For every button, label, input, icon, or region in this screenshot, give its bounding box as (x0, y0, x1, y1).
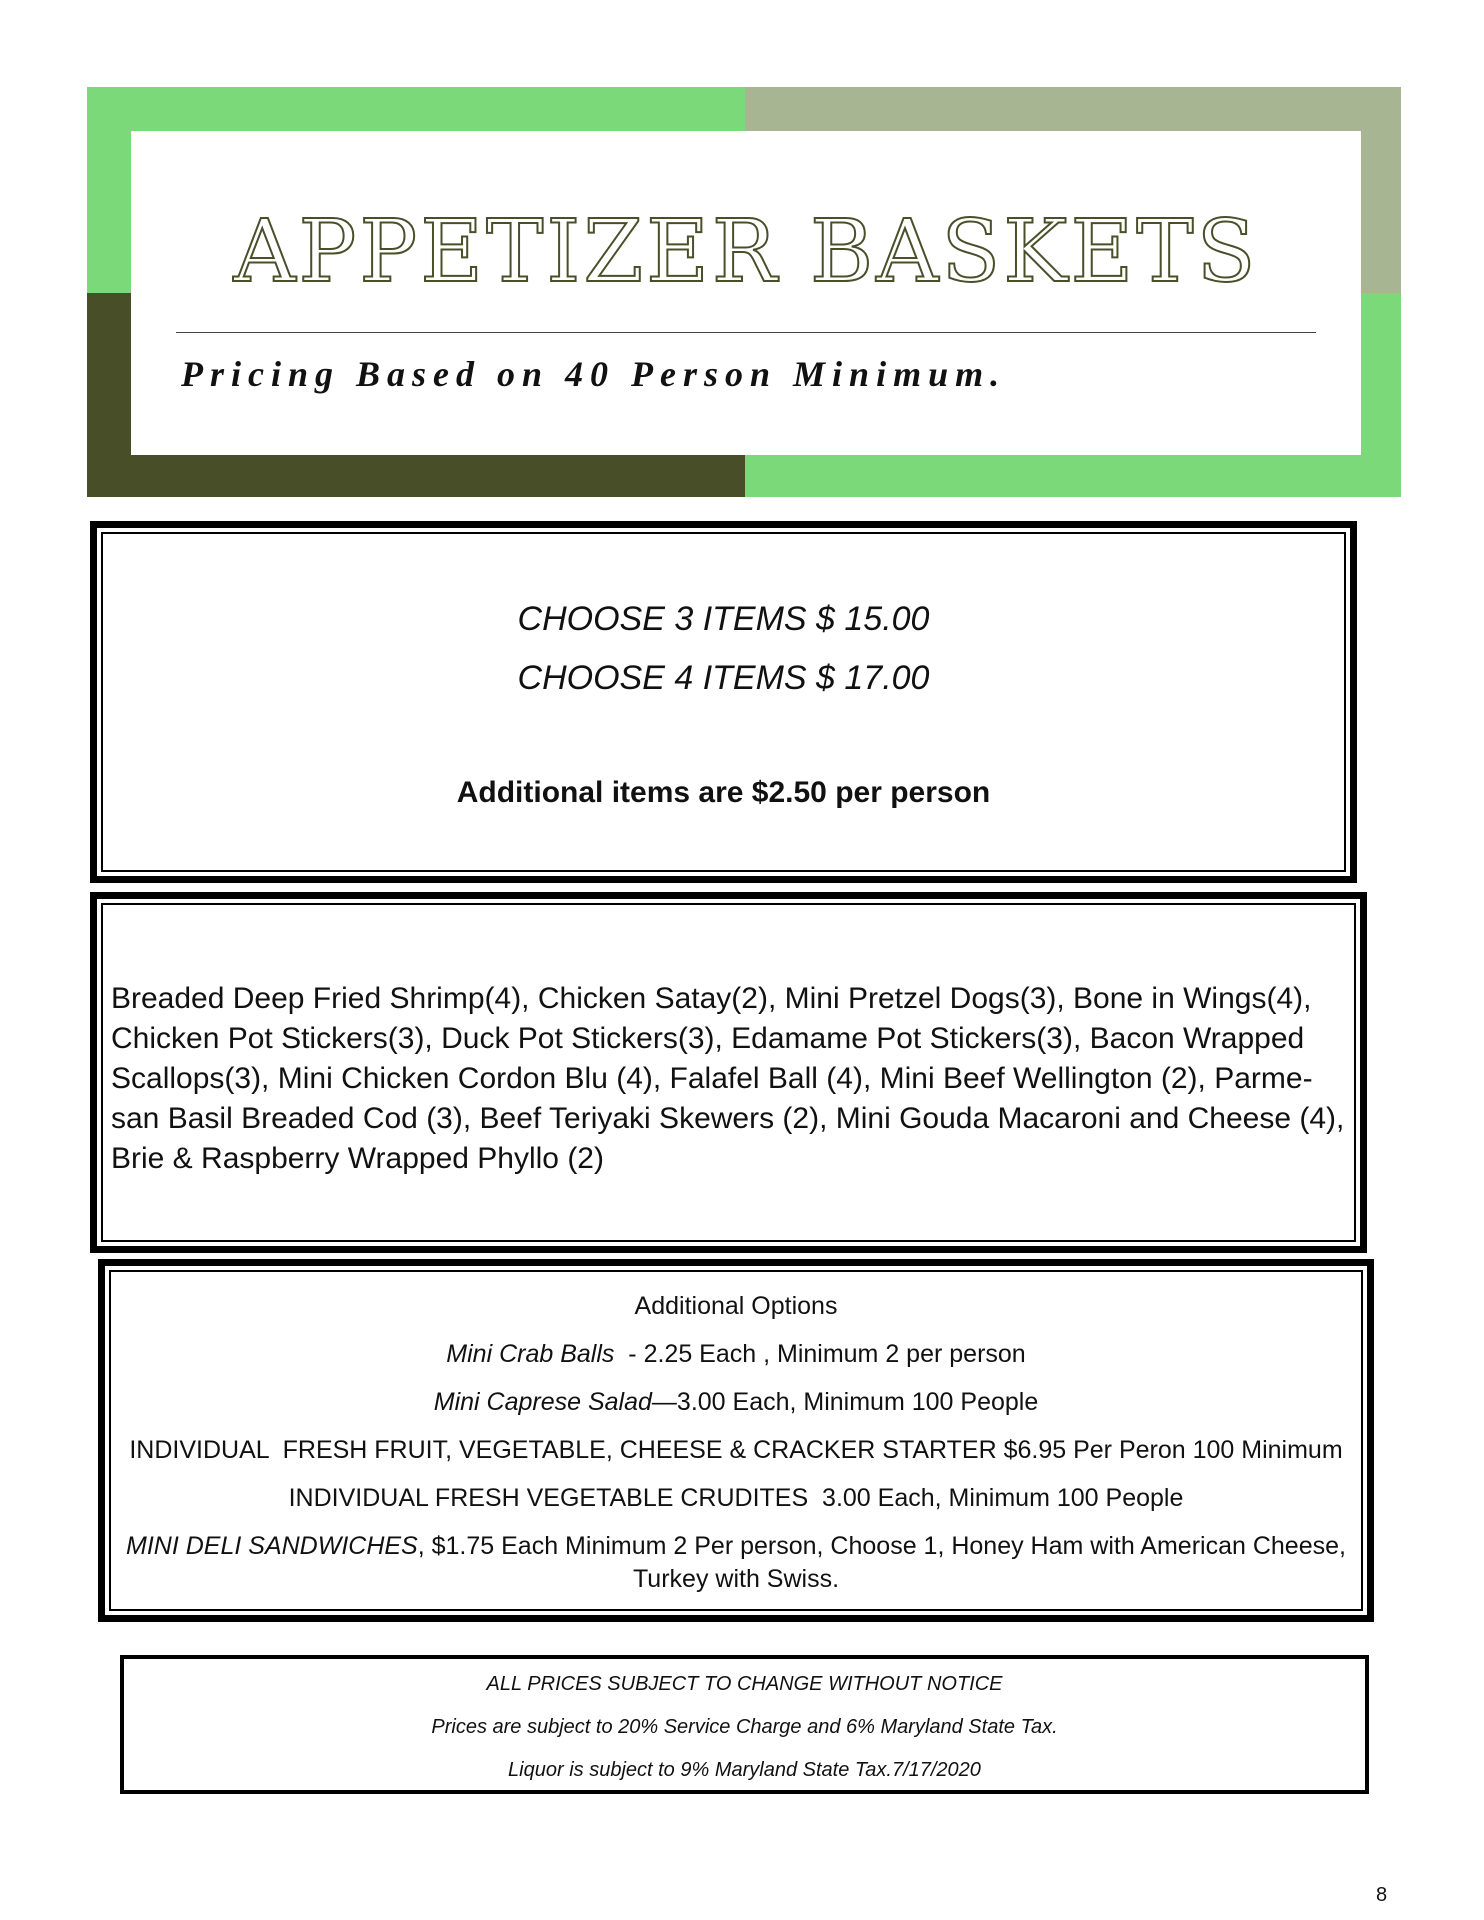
pricing-box-inner-border (101, 532, 1346, 872)
option-crab-balls (125, 1338, 1347, 1371)
option-crab-name: Mini Crab Balls (446, 1340, 615, 1368)
pricing-additional: Additional items are $2.50 per person (456, 776, 991, 809)
title-divider (176, 332, 1316, 333)
page-subtitle: Pricing Based on 40 Person Minimum. (181, 354, 1007, 394)
page-number: 8 (1376, 1884, 1388, 1906)
pricing-choose-3: CHOOSE 3 ITEMS $ 15.00 (517, 600, 930, 638)
items-box (90, 892, 1367, 1253)
option-crudites: INDIVIDUAL FRESH VEGETABLE CRUDITES 3.00 Each, Minimum 100 People (288, 1484, 1184, 1512)
notice-line-2: Prices are subject to 20% Service Charge and 6% Maryland State Tax. (431, 1716, 1058, 1738)
option-fruit-starter: INDIVIDUAL FRESH FRUIT, VEGETABLE, CHEESE & CRACKER STARTER $6.95 Per Peron 100 Minimum (129, 1436, 1343, 1464)
options-heading: Additional Options (634, 1292, 838, 1320)
pricing-choose-4: CHOOSE 4 ITEMS $ 17.00 (517, 659, 930, 697)
option-deli-name: MINI DELI SANDWICHES (126, 1532, 418, 1560)
options-box (98, 1259, 1374, 1622)
option-deli-detail: , $1.75 Each Minimum 2 Per person, Choose 1, Honey Ham with American Cheese, Turkey with Swiss. (417, 1532, 1346, 1593)
notice-box (120, 1655, 1369, 1794)
notice-line-3: Liquor is subject to 9% Maryland State Tax.7/17/2020 (508, 1759, 981, 1781)
option-caprese-detail: —3.00 Each, Minimum 100 People (651, 1388, 1039, 1416)
option-crab-detail: - 2.25 Each , Minimum 2 per person (614, 1340, 1026, 1368)
items-list: Breaded Deep Fried Shrimp(4), Chicken Satay(2), Mini Pretzel Dogs(3), Bone in Wings(4), Chicken Pot Stickers(3), Duck Pot Stickers(3), Edamame Pot Stickers(3), Bacon Wrapped Scallops(3), Mini Chicken Cordon Blu (4), Falafel Ball (4), Mini Beef Wellington (2), Parme-san Basil Breaded Cod (3), Beef Teriyaki Skewers (2), Mini Gouda Macaroni and Cheese (4), Brie & Raspberry Wrapped Phyllo (2) (111, 982, 1345, 1175)
option-deli-sandwiches (125, 1530, 1347, 1596)
header-card (131, 131, 1361, 455)
option-caprese (125, 1386, 1347, 1419)
pricing-box (90, 521, 1357, 883)
page-title: APPETIZER BASKETS (233, 202, 1259, 302)
notice-line-1: ALL PRICES SUBJECT TO CHANGE WITHOUT NOTICE (486, 1673, 1003, 1695)
option-caprese-name: Mini Caprese Salad (433, 1388, 652, 1416)
